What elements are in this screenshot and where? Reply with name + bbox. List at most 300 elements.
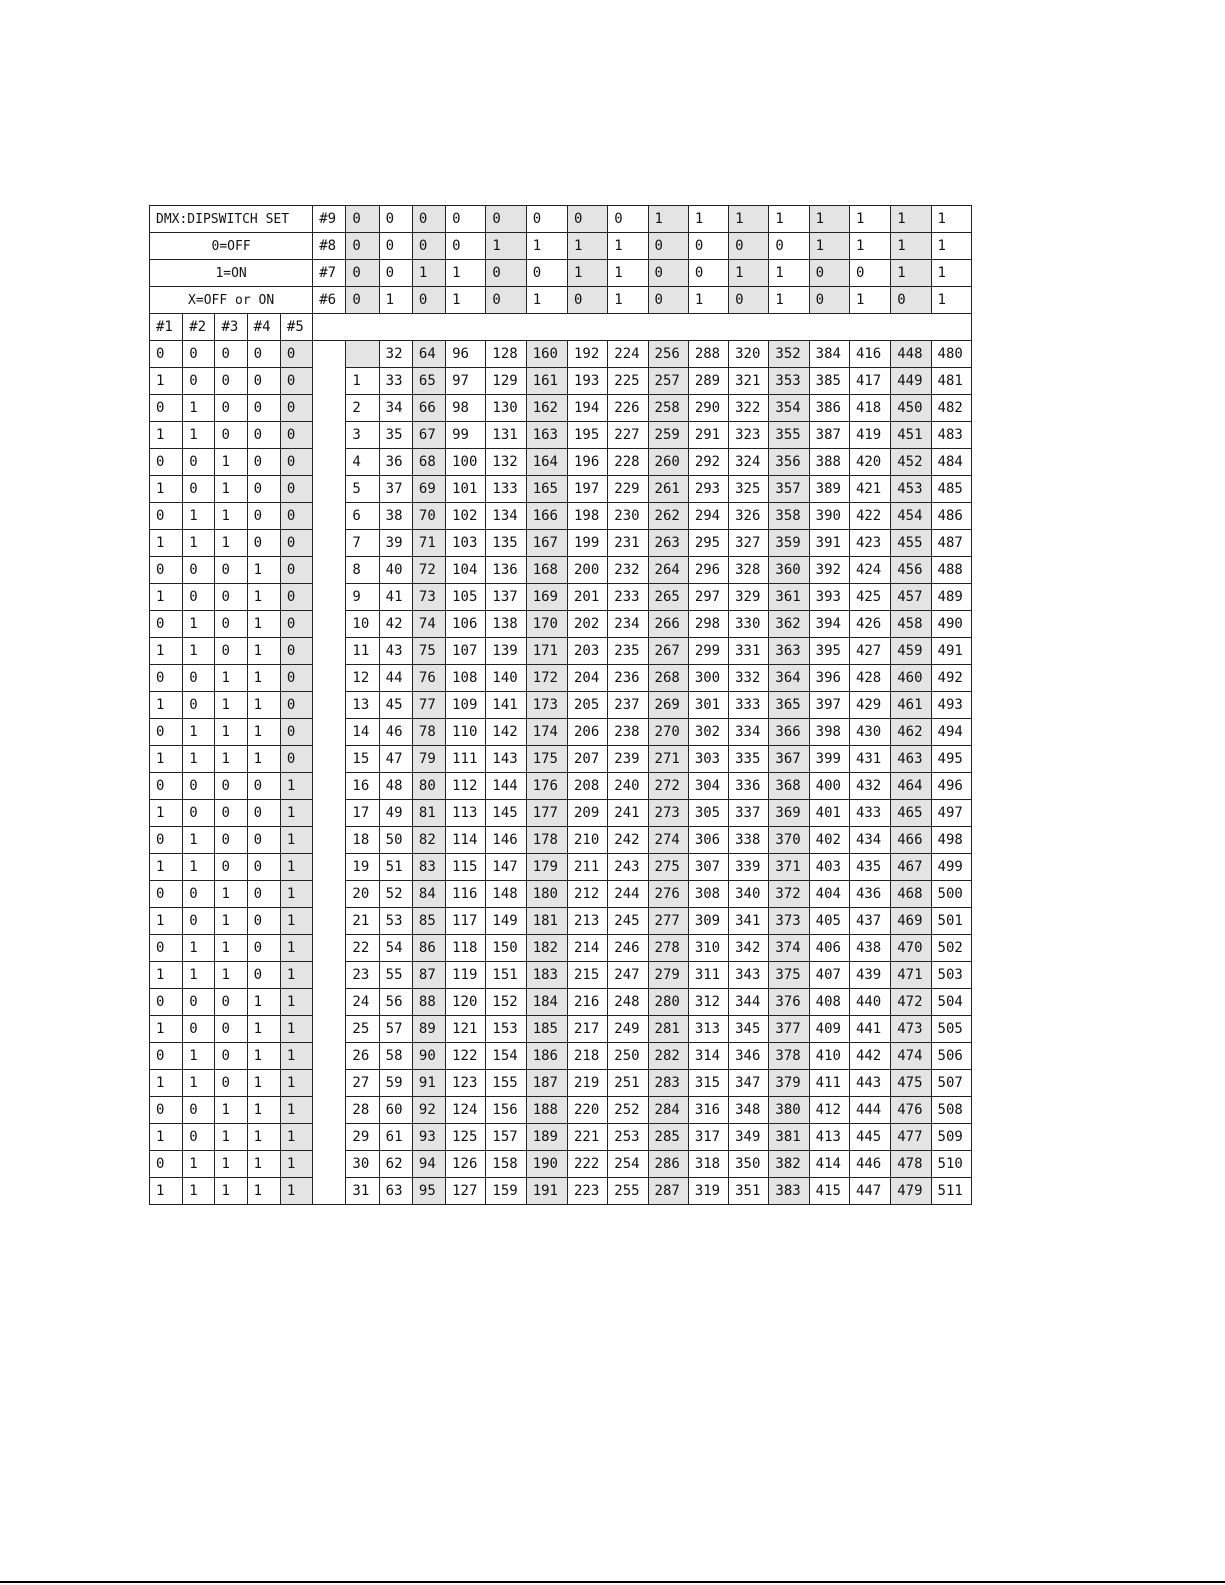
dmx-address: 194 — [567, 395, 607, 422]
switch-value: 1 — [150, 854, 183, 881]
address-row — [150, 746, 972, 773]
dmx-address: 336 — [729, 773, 769, 800]
dmx-address: 213 — [567, 908, 607, 935]
switch-value: 0 — [215, 1043, 247, 1070]
switch-value: 0 — [215, 584, 247, 611]
switch-value: 1 — [215, 476, 247, 503]
dmx-address: 434 — [849, 827, 890, 854]
top-switch-bit: 0 — [648, 287, 688, 314]
dmx-address: 141 — [486, 692, 526, 719]
switch-value: 1 — [150, 422, 183, 449]
dmx-address: 236 — [608, 665, 648, 692]
row-separator — [313, 665, 346, 692]
dmx-address: 186 — [526, 1043, 567, 1070]
top-switch-bit: 1 — [688, 206, 728, 233]
dmx-address: 120 — [446, 989, 486, 1016]
switch-value: 1 — [280, 1124, 312, 1151]
dmx-address: 307 — [688, 854, 728, 881]
dmx-address: 349 — [729, 1124, 769, 1151]
dmx-address: 494 — [931, 719, 971, 746]
dmx-address: 85 — [412, 908, 445, 935]
switch-value: 0 — [280, 719, 312, 746]
switch-value: 0 — [247, 341, 280, 368]
switch-value: 0 — [247, 503, 280, 530]
dmx-address: 333 — [729, 692, 769, 719]
switch-value: 0 — [183, 800, 215, 827]
dmx-address: 437 — [849, 908, 890, 935]
switch-value: 0 — [215, 773, 247, 800]
top-switch-bit: 1 — [769, 287, 809, 314]
switch-value: 0 — [280, 368, 312, 395]
dmx-address: 272 — [648, 773, 688, 800]
switch-value: 0 — [183, 368, 215, 395]
dmx-address: 246 — [608, 935, 648, 962]
row-separator — [313, 962, 346, 989]
dmx-address: 495 — [931, 746, 971, 773]
legend-line: X=OFF or ON — [150, 287, 313, 314]
switch-value: 1 — [247, 1097, 280, 1124]
switch-value: 1 — [183, 935, 215, 962]
dmx-address: 191 — [526, 1178, 567, 1205]
dmx-address: 3 — [346, 422, 379, 449]
dmx-address: 406 — [809, 935, 849, 962]
dmx-address — [346, 341, 379, 368]
address-row — [150, 827, 972, 854]
switch-value: 0 — [150, 665, 183, 692]
dmx-address: 430 — [849, 719, 890, 746]
dmx-address: 455 — [891, 530, 931, 557]
dmx-address: 222 — [567, 1151, 607, 1178]
dmx-address: 324 — [729, 449, 769, 476]
dmx-address: 237 — [608, 692, 648, 719]
dmx-address: 53 — [379, 908, 412, 935]
dmx-address: 330 — [729, 611, 769, 638]
switch-value: 1 — [150, 908, 183, 935]
dmx-address: 162 — [526, 395, 567, 422]
switch-value: 1 — [183, 422, 215, 449]
dmx-address: 506 — [931, 1043, 971, 1070]
dmx-address: 259 — [648, 422, 688, 449]
dmx-address: 318 — [688, 1151, 728, 1178]
dmx-address: 363 — [769, 638, 809, 665]
dmx-address: 265 — [648, 584, 688, 611]
dmx-address: 404 — [809, 881, 849, 908]
dmx-address: 301 — [688, 692, 728, 719]
switch-value: 1 — [247, 1124, 280, 1151]
row-separator — [313, 638, 346, 665]
dmx-address: 109 — [446, 692, 486, 719]
dmx-address: 113 — [446, 800, 486, 827]
dmx-address: 81 — [412, 800, 445, 827]
top-switch-bit: 1 — [526, 287, 567, 314]
top-switch-bit: 0 — [567, 206, 607, 233]
dmx-address: 398 — [809, 719, 849, 746]
switch-value: 1 — [183, 1070, 215, 1097]
dmx-address: 168 — [526, 557, 567, 584]
row-separator — [313, 827, 346, 854]
switch-value: 1 — [247, 611, 280, 638]
switch-value: 0 — [150, 1151, 183, 1178]
dmx-address: 9 — [346, 584, 379, 611]
dmx-address: 284 — [648, 1097, 688, 1124]
switch-value: 1 — [280, 827, 312, 854]
switch-value: 1 — [247, 1016, 280, 1043]
dmx-address: 251 — [608, 1070, 648, 1097]
top-switch-bit: 1 — [849, 206, 890, 233]
dmx-address: 346 — [729, 1043, 769, 1070]
address-row — [150, 530, 972, 557]
dmx-address: 432 — [849, 773, 890, 800]
dmx-address: 280 — [648, 989, 688, 1016]
switch-value: 1 — [150, 692, 183, 719]
dmx-address: 221 — [567, 1124, 607, 1151]
dmx-address: 253 — [608, 1124, 648, 1151]
switch-value: 0 — [150, 827, 183, 854]
dmx-address: 504 — [931, 989, 971, 1016]
row-separator — [313, 476, 346, 503]
dmx-address: 441 — [849, 1016, 890, 1043]
dmx-address: 187 — [526, 1070, 567, 1097]
dmx-address: 41 — [379, 584, 412, 611]
dmx-address: 33 — [379, 368, 412, 395]
dmx-address: 267 — [648, 638, 688, 665]
dmx-address: 467 — [891, 854, 931, 881]
switch-value: 0 — [183, 908, 215, 935]
switch-value: 0 — [215, 341, 247, 368]
dmx-address: 42 — [379, 611, 412, 638]
dmx-address: 322 — [729, 395, 769, 422]
switch-value: 0 — [183, 1124, 215, 1151]
row-separator — [313, 1016, 346, 1043]
dmx-address: 169 — [526, 584, 567, 611]
dmx-address: 440 — [849, 989, 890, 1016]
row-separator — [313, 341, 346, 368]
dmx-address: 312 — [688, 989, 728, 1016]
top-switch-label: #7 — [313, 260, 346, 287]
dmx-address: 282 — [648, 1043, 688, 1070]
dmx-address: 150 — [486, 935, 526, 962]
dmx-address: 290 — [688, 395, 728, 422]
address-row — [150, 1151, 972, 1178]
dmx-address: 394 — [809, 611, 849, 638]
dmx-address: 129 — [486, 368, 526, 395]
dmx-address: 424 — [849, 557, 890, 584]
dmx-address: 207 — [567, 746, 607, 773]
dmx-address: 456 — [891, 557, 931, 584]
dmx-address: 11 — [346, 638, 379, 665]
dmx-address: 45 — [379, 692, 412, 719]
dmx-address: 172 — [526, 665, 567, 692]
address-row — [150, 719, 972, 746]
dmx-address: 190 — [526, 1151, 567, 1178]
dmx-address: 417 — [849, 368, 890, 395]
switch-value: 1 — [247, 1043, 280, 1070]
dmx-address: 288 — [688, 341, 728, 368]
dmx-address: 293 — [688, 476, 728, 503]
dmx-address: 161 — [526, 368, 567, 395]
dmx-address: 16 — [346, 773, 379, 800]
dmx-address: 61 — [379, 1124, 412, 1151]
dmx-address: 182 — [526, 935, 567, 962]
dmx-address: 108 — [446, 665, 486, 692]
dmx-address: 473 — [891, 1016, 931, 1043]
top-switch-label: #9 — [313, 206, 346, 233]
switch-value: 0 — [150, 773, 183, 800]
dmx-address: 155 — [486, 1070, 526, 1097]
dmx-address: 340 — [729, 881, 769, 908]
row-separator — [313, 854, 346, 881]
dmx-address: 352 — [769, 341, 809, 368]
dmx-address: 409 — [809, 1016, 849, 1043]
switch-value: 1 — [183, 1178, 215, 1205]
dmx-address: 308 — [688, 881, 728, 908]
dmx-address: 472 — [891, 989, 931, 1016]
dmx-address: 345 — [729, 1016, 769, 1043]
left-switch-header: #3 — [215, 314, 247, 341]
switch-value: 0 — [215, 800, 247, 827]
dmx-address: 138 — [486, 611, 526, 638]
switch-value: 1 — [247, 557, 280, 584]
dmx-address: 55 — [379, 962, 412, 989]
dmx-address: 351 — [729, 1178, 769, 1205]
dmx-address: 24 — [346, 989, 379, 1016]
top-switch-bit: 0 — [379, 260, 412, 287]
dmx-address: 203 — [567, 638, 607, 665]
dmx-address: 277 — [648, 908, 688, 935]
top-switch-bit: 1 — [849, 287, 890, 314]
switch-value: 0 — [247, 800, 280, 827]
dmx-address: 122 — [446, 1043, 486, 1070]
dmx-address: 292 — [688, 449, 728, 476]
top-switch-row — [150, 287, 972, 314]
switch-value: 1 — [280, 989, 312, 1016]
dmx-address: 285 — [648, 1124, 688, 1151]
dmx-address: 323 — [729, 422, 769, 449]
dmx-address: 314 — [688, 1043, 728, 1070]
dmx-address: 397 — [809, 692, 849, 719]
dmx-address: 379 — [769, 1070, 809, 1097]
dmx-address: 65 — [412, 368, 445, 395]
dmx-address: 121 — [446, 1016, 486, 1043]
dmx-address: 358 — [769, 503, 809, 530]
dmx-address: 39 — [379, 530, 412, 557]
dmx-address: 167 — [526, 530, 567, 557]
dmx-address: 88 — [412, 989, 445, 1016]
switch-value: 0 — [150, 935, 183, 962]
top-switch-label: #8 — [313, 233, 346, 260]
row-separator — [313, 989, 346, 1016]
legend-line: 0=OFF — [150, 233, 313, 260]
switch-value: 1 — [215, 935, 247, 962]
dmx-address: 127 — [446, 1178, 486, 1205]
dmx-address: 216 — [567, 989, 607, 1016]
dmx-address: 311 — [688, 962, 728, 989]
dmx-address: 420 — [849, 449, 890, 476]
switch-value: 0 — [280, 422, 312, 449]
top-switch-bit: 1 — [486, 233, 526, 260]
switch-value: 1 — [150, 1124, 183, 1151]
dmx-address: 175 — [526, 746, 567, 773]
top-switch-bit: 0 — [688, 233, 728, 260]
row-separator — [313, 557, 346, 584]
dmx-address: 123 — [446, 1070, 486, 1097]
dmx-address: 46 — [379, 719, 412, 746]
dmx-address: 383 — [769, 1178, 809, 1205]
dmx-address: 152 — [486, 989, 526, 1016]
dmx-address: 511 — [931, 1178, 971, 1205]
dmx-address: 233 — [608, 584, 648, 611]
dmx-address: 70 — [412, 503, 445, 530]
dmx-address: 295 — [688, 530, 728, 557]
dmx-address: 116 — [446, 881, 486, 908]
dmx-address: 74 — [412, 611, 445, 638]
dmx-address: 279 — [648, 962, 688, 989]
switch-value: 0 — [280, 665, 312, 692]
top-switch-bit: 1 — [379, 287, 412, 314]
row-separator — [313, 1124, 346, 1151]
row-separator — [313, 368, 346, 395]
dmx-address: 509 — [931, 1124, 971, 1151]
dmx-address: 326 — [729, 503, 769, 530]
dmx-address: 309 — [688, 908, 728, 935]
switch-value: 0 — [150, 1043, 183, 1070]
dmx-address: 195 — [567, 422, 607, 449]
dmx-address: 479 — [891, 1178, 931, 1205]
address-row — [150, 962, 972, 989]
dmx-address: 395 — [809, 638, 849, 665]
dmx-address: 452 — [891, 449, 931, 476]
switch-value: 1 — [150, 800, 183, 827]
switch-value: 1 — [150, 1016, 183, 1043]
switch-value: 0 — [183, 341, 215, 368]
dmx-address: 159 — [486, 1178, 526, 1205]
dmx-address: 471 — [891, 962, 931, 989]
dmx-address: 10 — [346, 611, 379, 638]
top-switch-label: #6 — [313, 287, 346, 314]
dmx-address: 367 — [769, 746, 809, 773]
dmx-address: 386 — [809, 395, 849, 422]
dmx-address: 145 — [486, 800, 526, 827]
dmx-address: 399 — [809, 746, 849, 773]
dmx-address: 35 — [379, 422, 412, 449]
row-separator — [313, 611, 346, 638]
top-switch-bit: 1 — [608, 287, 648, 314]
dmx-address: 133 — [486, 476, 526, 503]
dmx-address: 217 — [567, 1016, 607, 1043]
dmx-address: 49 — [379, 800, 412, 827]
top-switch-bit: 0 — [486, 287, 526, 314]
dmx-address: 115 — [446, 854, 486, 881]
switch-value: 0 — [183, 989, 215, 1016]
top-switch-bit: 1 — [729, 206, 769, 233]
dmx-address: 391 — [809, 530, 849, 557]
row-separator — [313, 800, 346, 827]
address-row — [150, 800, 972, 827]
address-row — [150, 368, 972, 395]
dmx-address: 428 — [849, 665, 890, 692]
dmx-address: 128 — [486, 341, 526, 368]
dmx-address: 82 — [412, 827, 445, 854]
dmx-address: 80 — [412, 773, 445, 800]
dmx-address: 92 — [412, 1097, 445, 1124]
dmx-address: 403 — [809, 854, 849, 881]
dmx-address: 355 — [769, 422, 809, 449]
dmx-address: 487 — [931, 530, 971, 557]
switch-value: 1 — [215, 881, 247, 908]
dmx-address: 484 — [931, 449, 971, 476]
dmx-address: 480 — [931, 341, 971, 368]
dmx-address: 368 — [769, 773, 809, 800]
dmx-address: 240 — [608, 773, 648, 800]
switch-value: 1 — [280, 1070, 312, 1097]
dmx-address: 317 — [688, 1124, 728, 1151]
dmx-address: 132 — [486, 449, 526, 476]
dmx-address: 238 — [608, 719, 648, 746]
dmx-address: 219 — [567, 1070, 607, 1097]
dmx-address: 266 — [648, 611, 688, 638]
top-switch-bit: 0 — [526, 260, 567, 287]
dmx-address: 232 — [608, 557, 648, 584]
address-row — [150, 1070, 972, 1097]
dmx-address: 220 — [567, 1097, 607, 1124]
switch-value: 0 — [150, 611, 183, 638]
dmx-address: 334 — [729, 719, 769, 746]
dmx-address: 8 — [346, 557, 379, 584]
dmx-address: 56 — [379, 989, 412, 1016]
row-separator — [313, 584, 346, 611]
switch-value: 1 — [215, 530, 247, 557]
dmx-address: 275 — [648, 854, 688, 881]
row-separator — [313, 908, 346, 935]
dmx-address: 446 — [849, 1151, 890, 1178]
dmx-address: 339 — [729, 854, 769, 881]
dmx-address: 451 — [891, 422, 931, 449]
top-switch-row — [150, 233, 972, 260]
dmx-address: 160 — [526, 341, 567, 368]
row-separator — [313, 1097, 346, 1124]
dmx-address: 443 — [849, 1070, 890, 1097]
switch-value: 0 — [183, 584, 215, 611]
dmx-address: 500 — [931, 881, 971, 908]
top-switch-bit: 0 — [769, 233, 809, 260]
dmx-address: 44 — [379, 665, 412, 692]
dmx-address: 281 — [648, 1016, 688, 1043]
dmx-address: 244 — [608, 881, 648, 908]
dmx-address: 488 — [931, 557, 971, 584]
dmx-address: 209 — [567, 800, 607, 827]
top-switch-bit: 0 — [346, 260, 379, 287]
dmx-address: 503 — [931, 962, 971, 989]
row-separator — [313, 1043, 346, 1070]
dmx-address: 416 — [849, 341, 890, 368]
dmx-address: 374 — [769, 935, 809, 962]
dmx-address: 26 — [346, 1043, 379, 1070]
dmx-address: 188 — [526, 1097, 567, 1124]
top-switch-bit: 0 — [346, 206, 379, 233]
dmx-address: 66 — [412, 395, 445, 422]
dmx-address: 413 — [809, 1124, 849, 1151]
dmx-address: 354 — [769, 395, 809, 422]
dmx-address: 489 — [931, 584, 971, 611]
top-switch-bit: 0 — [412, 287, 445, 314]
dmx-address: 135 — [486, 530, 526, 557]
address-row — [150, 503, 972, 530]
dmx-address: 201 — [567, 584, 607, 611]
address-row — [150, 1124, 972, 1151]
dmx-address: 43 — [379, 638, 412, 665]
dmx-address: 254 — [608, 1151, 648, 1178]
switch-value: 0 — [247, 962, 280, 989]
